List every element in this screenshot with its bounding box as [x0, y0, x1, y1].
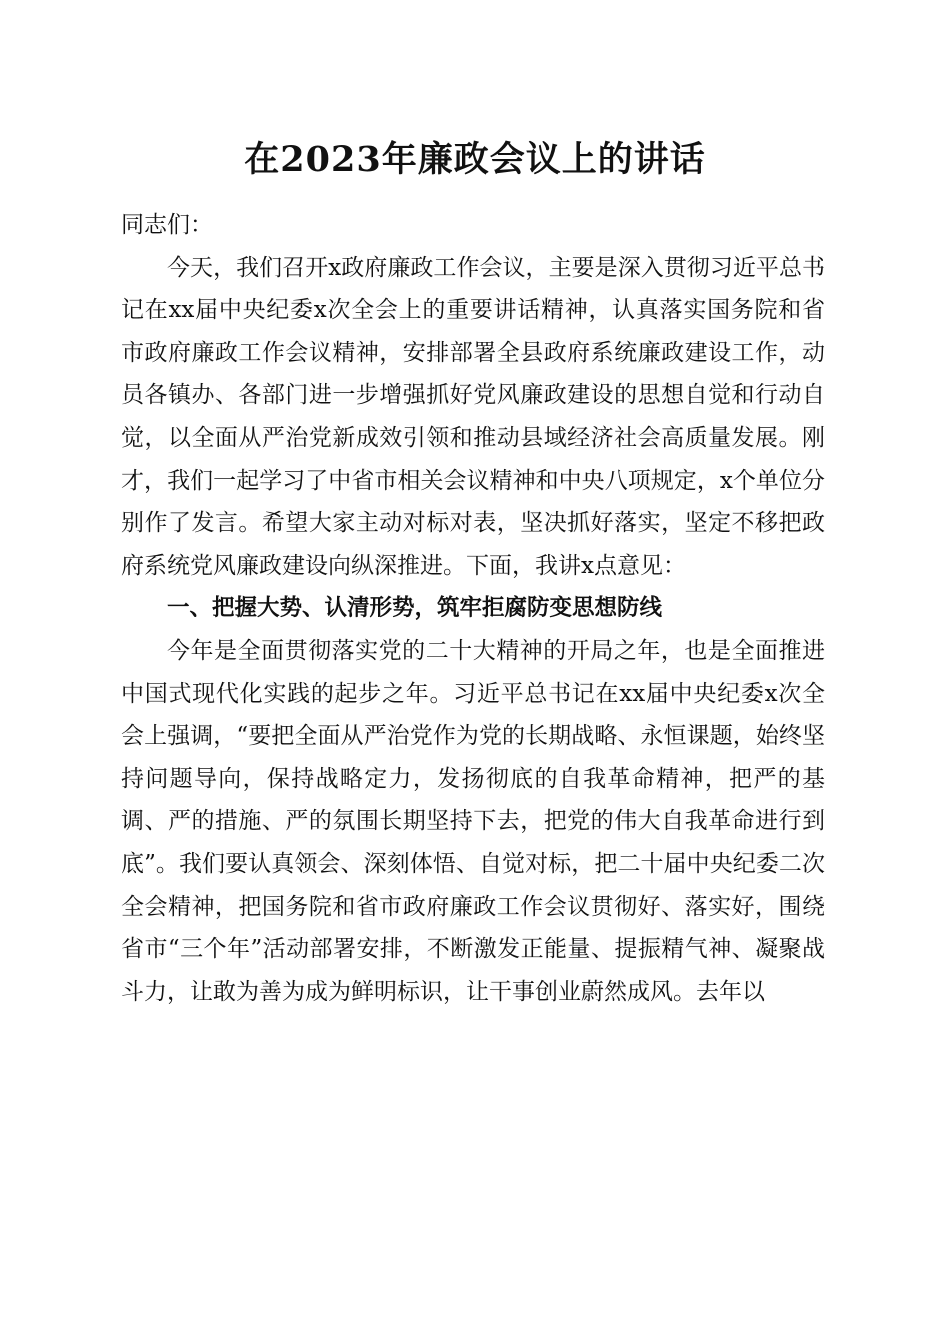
document-title: 在2023年廉政会议上的讲话: [244, 139, 706, 180]
document-body: [121, 204, 825, 1013]
salutation: 同志们：: [121, 212, 213, 238]
section-heading: 一、把握大势、认清形势，筑牢拒腐防变思想防线: [167, 595, 663, 622]
paragraph: 今年是全面贯彻落实党的二十大精神的开局之年，也是全面推进中国式现代化实践的起步之年。习近平总书记在xx届中央纪委x次全会上强调，“要把全面从严治党作为党的长期战略、永恒课题，始终坚持问题导向，保持战略定力，发扬彻底的自我革命精神，把严的基调、严的措施、严的氛围长期坚持下去，把党的伟大自我革命进行到底”。我们要认真领会、深刻体悟、自觉对标，把二十届中央纪委二次全会精神，把国务院和省市政府廉政工作会议贯彻好、落实好，围绕省市“三个年”活动部署安排，不断激发正能量、提振精气神、凝聚战斗力，让敢为善为成为鲜明标识，让干事创业蔚然成风。去年以: [121, 637, 825, 1005]
paragraph: 今天，我们召开x政府廉政工作会议，主要是深入贯彻习近平总书记在xx届中央纪委x次全会上的重要讲话精神，认真落实国务院和省市政府廉政工作会议精神，安排部署全县政府系统廉政建设工作，动员各镇办、各部门进一步增强抓好党风廉政建设的思想自觉和行动自觉，以全面从严治党新成效引领和推动县域经济社会高质量发展。刚才，我们一起学习了中省市相关会议精神和中央八项规定，x个单位分别作了发言。希望大家主动对标对表，坚决抓好落实，坚定不移把政府系统党风廉政建设向纵深推进。下面，我讲x点意见：: [121, 254, 825, 579]
